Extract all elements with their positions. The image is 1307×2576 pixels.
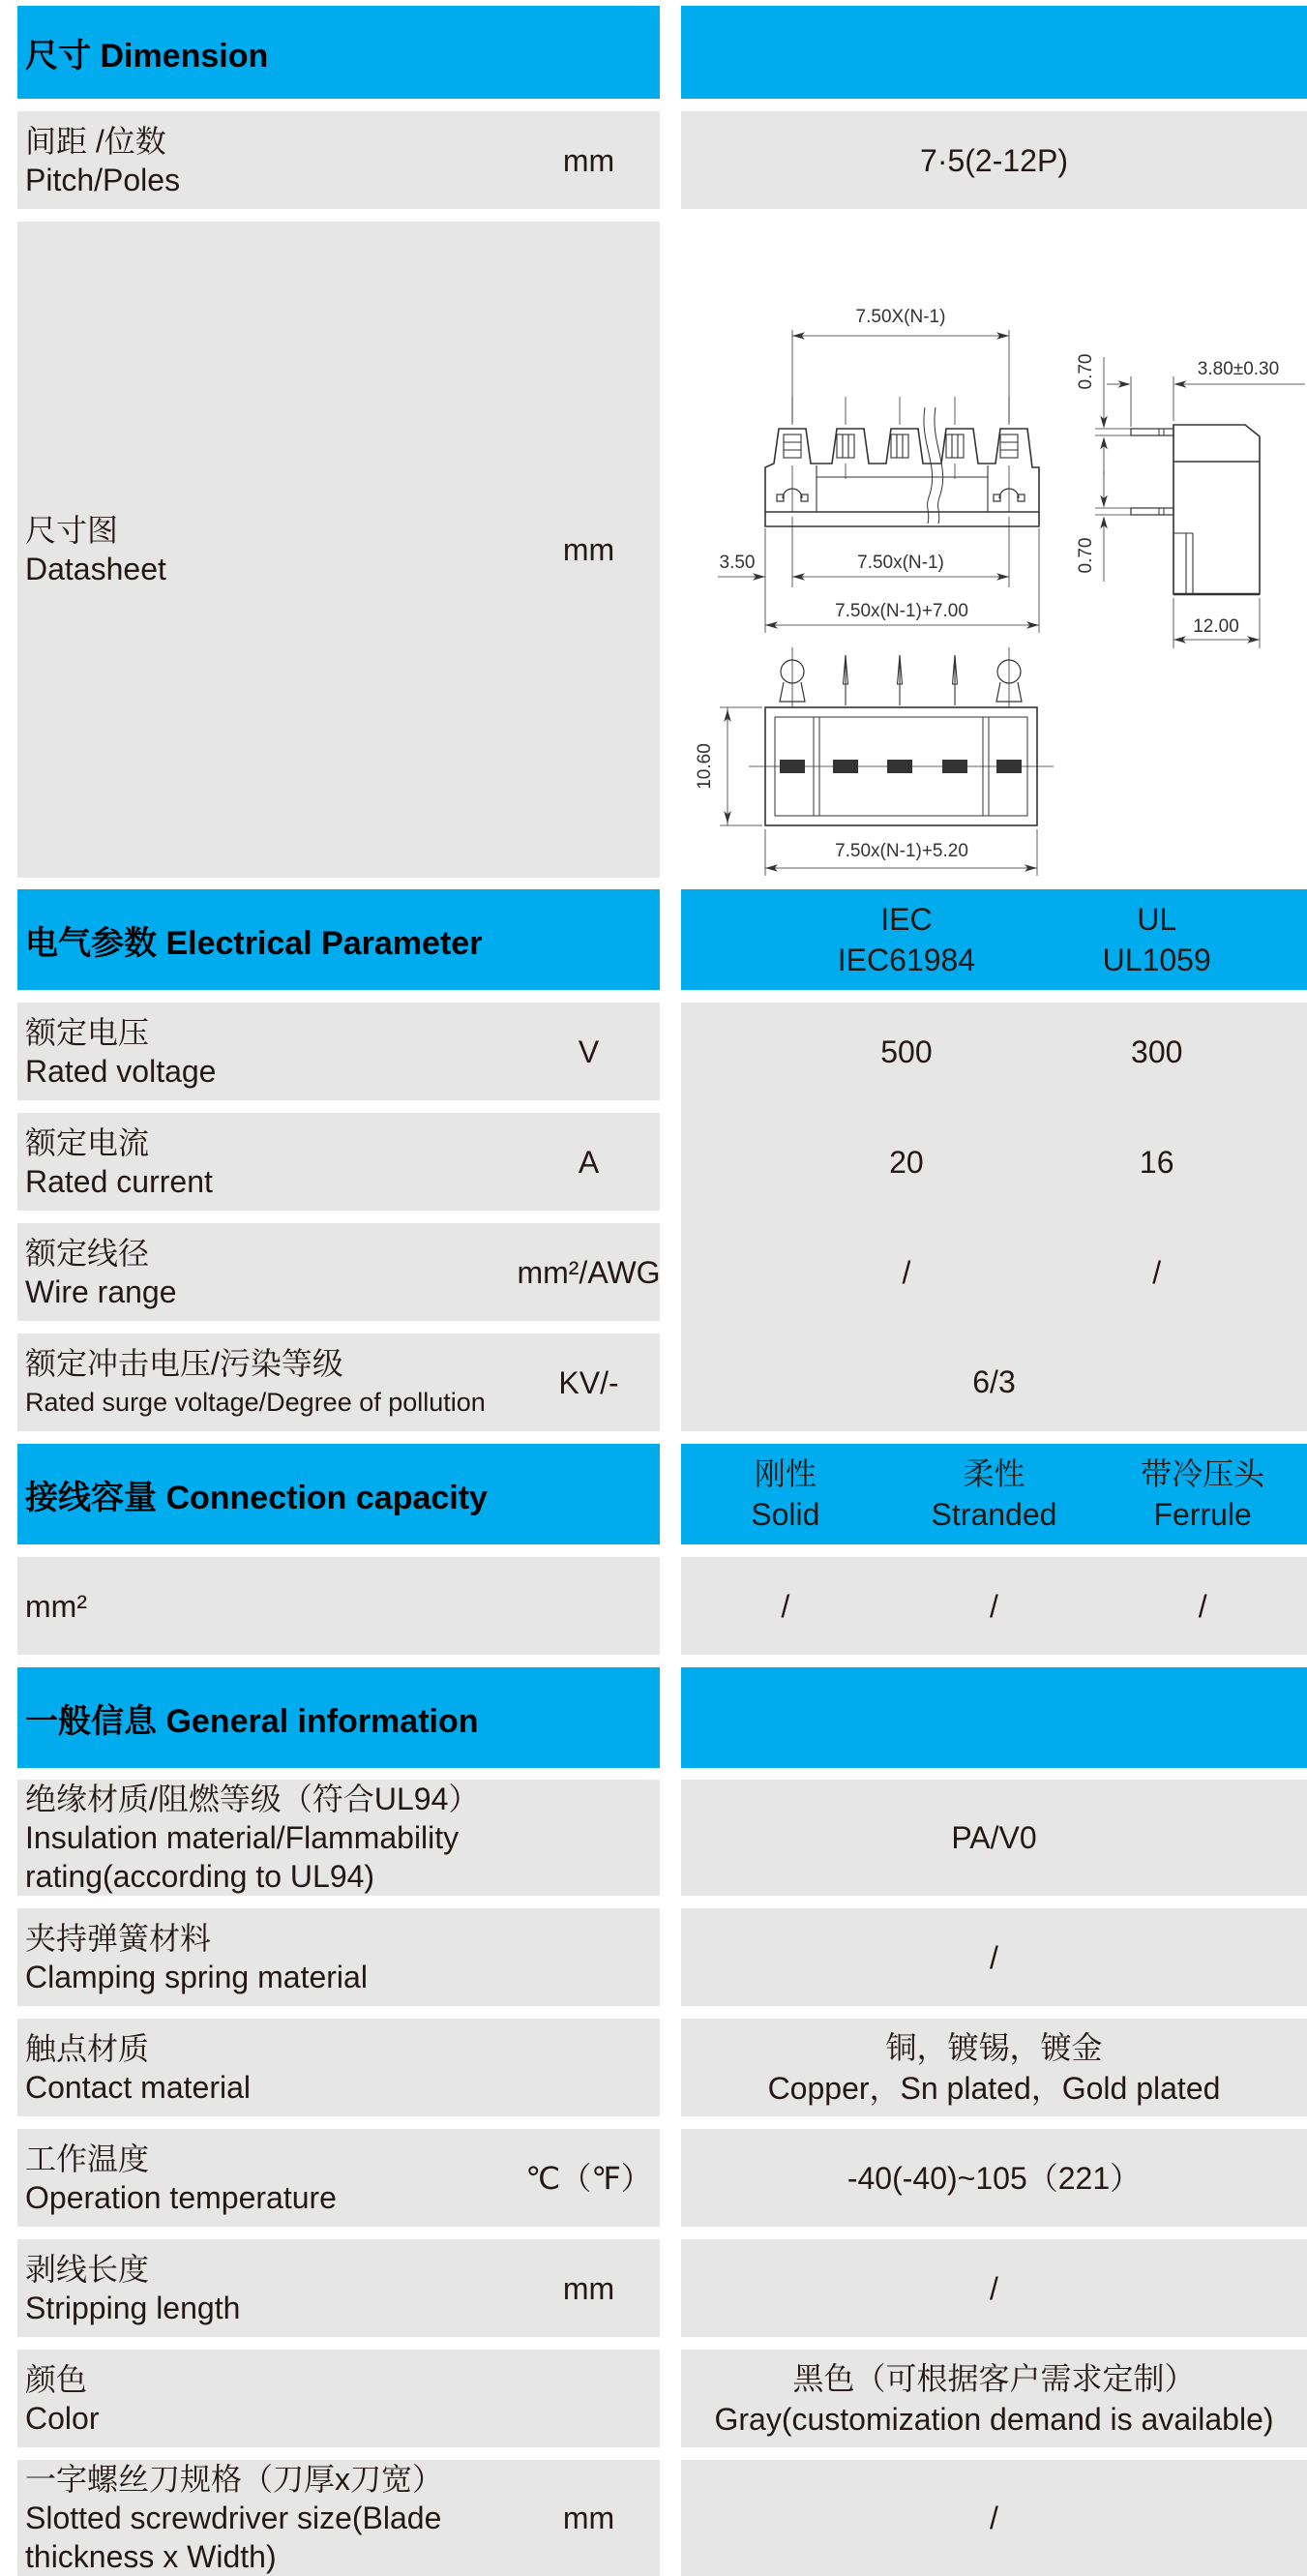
rated-current-iec: 20 (889, 1144, 924, 1180)
rated-voltage-ul: 300 (1131, 1033, 1183, 1069)
side-view (1095, 357, 1305, 648)
section-header-electrical (17, 889, 1307, 990)
stripping-label (17, 2250, 518, 2327)
insulation-value: PA/V0 (951, 1820, 1037, 1855)
column-stranded-zh: 柔性 (963, 1456, 1025, 1491)
datasheet-unit: mm (562, 532, 615, 567)
wire-range-values (681, 1223, 1307, 1321)
row-clamping (17, 1908, 1307, 2006)
clamping-value: / (990, 1939, 998, 1975)
wire-range-label-en: Wire range (25, 1273, 177, 1309)
wire-range-iec: / (902, 1254, 911, 1290)
electrical-header-title: 电气参数 Electrical Parameter (25, 924, 483, 962)
pitch-label-en: Pitch/Poles (25, 162, 181, 197)
dim-label-front-total: 7.50x(N-1)+7.00 (835, 601, 968, 621)
general-header-cell (17, 1667, 660, 1768)
stripping-value-cell (681, 2239, 1307, 2337)
surge-label (17, 1344, 518, 1422)
contact-value (681, 2019, 1307, 2116)
general-header-right-cell (681, 1667, 1307, 1768)
wire-range-label-zh: 额定线径 (25, 1235, 150, 1271)
temperature-value-cell (681, 2129, 1307, 2227)
capacity-header-columns (681, 1444, 1307, 1544)
screwdriver-value-cell (681, 2460, 1307, 2576)
temperature-label (17, 2140, 518, 2217)
rated-voltage-unit: V (578, 1033, 600, 1069)
datasheet-drawing-cell (681, 222, 1307, 878)
section-header-capacity (17, 1444, 1307, 1544)
insulation-label-zh: 绝缘材质/阻燃等级（符合UL94） (25, 1782, 480, 1816)
dim-label-side-pin-bottom: 0.70 (1076, 537, 1096, 574)
rated-current-label (17, 1123, 518, 1201)
dim-label-front-top: 7.50X(N-1) (855, 307, 946, 327)
clamping-value-cell (681, 1908, 1307, 2006)
capacity-ferrule-value: / (1198, 1588, 1207, 1624)
row-stripping (17, 2239, 1307, 2337)
screwdriver-label-en: Slotted screwdriver size(Blade thickness x Width) (25, 2501, 442, 2574)
dim-label-side-tail: 3.80±0.30 (1197, 359, 1280, 379)
column-iec-title: IEC (880, 902, 933, 937)
column-iec-standard: IEC61984 (837, 943, 976, 977)
column-ferrule-en: Ferrule (1153, 1497, 1252, 1532)
insulation-label-en: Insulation material/Flammability rating(according to UL94) (25, 1820, 460, 1894)
dim-label-front-pitch: 7.50x(N-1) (857, 553, 944, 573)
clamping-label-en: Clamping spring material (25, 1959, 368, 1994)
clamping-label-zh: 夹持弹簧材料 (25, 1920, 212, 1956)
electrical-values-block (681, 1003, 1307, 1431)
rated-current-ul: 16 (1139, 1144, 1174, 1180)
row-temperature (17, 2129, 1307, 2227)
row-contact (17, 2019, 1307, 2116)
temperature-label-zh: 工作温度 (25, 2141, 150, 2176)
row-wire-range-label (17, 1223, 660, 1321)
electrical-header-columns (681, 889, 1307, 990)
stripping-label-en: Stripping length (25, 2290, 241, 2325)
column-solid-en: Solid (751, 1497, 820, 1532)
capacity-unit-label: mm² (25, 1588, 87, 1624)
temperature-label-cell (17, 2129, 660, 2227)
color-value (681, 2350, 1307, 2447)
pitch-value: 7·5(2-12P) (920, 142, 1068, 178)
pitch-label (17, 122, 518, 199)
dim-label-top-total: 7.50x(N-1)+5.20 (835, 841, 968, 861)
screwdriver-label-zh: 一字螺丝刀规格（刀厚x刀宽） (25, 2462, 444, 2497)
dimension-header-cell (17, 6, 660, 99)
surge-label-zh: 额定冲击电压/污染等级 (25, 1345, 343, 1381)
column-ul-standard: UL1059 (1102, 943, 1211, 977)
row-color (17, 2350, 1307, 2447)
row-pitch-poles (17, 111, 1307, 209)
front-view (718, 330, 1039, 633)
contact-value-en: Copper，Sn plated，Gold plated (767, 2070, 1221, 2106)
contact-label-cell (17, 2019, 660, 2116)
technical-drawing (681, 222, 1307, 878)
temperature-value: -40(-40)~105（221） (847, 2160, 1142, 2196)
capacity-label-cell (17, 1557, 660, 1655)
contact-value-cell (681, 2019, 1307, 2116)
rated-current-label-en: Rated current (25, 1163, 213, 1199)
column-ferrule-zh: 带冷压头 (1141, 1456, 1265, 1491)
rated-current-unit: A (578, 1144, 600, 1180)
row-screwdriver (17, 2460, 1307, 2576)
color-value-en: Gray(customization demand is available) (714, 2401, 1274, 2437)
screwdriver-label (17, 2460, 518, 2576)
insulation-label (17, 1780, 660, 1896)
rated-voltage-label-en: Rated voltage (25, 1053, 217, 1089)
clamping-label-cell (17, 1908, 660, 2006)
pitch-value-cell (681, 111, 1307, 209)
datasheet-label-cell (17, 222, 660, 878)
contact-label-zh: 触点材质 (25, 2030, 150, 2066)
temperature-label-en: Operation temperature (25, 2179, 337, 2215)
electrical-rows (17, 1003, 1307, 1431)
stripping-label-zh: 剥线长度 (25, 2251, 150, 2287)
insulation-value-cell (681, 1780, 1307, 1896)
surge-value: 6/3 (972, 1364, 1016, 1399)
row-surge-label (17, 1333, 660, 1431)
dim-label-top-height: 10.60 (695, 743, 715, 790)
stripping-label-cell (17, 2239, 660, 2337)
capacity-header-title: 接线容量 Connection capacity (25, 1479, 488, 1516)
stripping-value: / (990, 2270, 998, 2306)
general-header-title: 一般信息 General information (25, 1702, 479, 1740)
rated-voltage-values (681, 1003, 1307, 1100)
insulation-label-cell (17, 1780, 660, 1896)
column-stranded (890, 1453, 1099, 1535)
dim-label-side-width: 12.00 (1193, 616, 1239, 637)
pitch-label-zh: 间距 /位数 (25, 123, 166, 159)
rated-voltage-label-zh: 额定电压 (25, 1014, 150, 1050)
section-header-general (17, 1667, 1307, 1768)
capacity-solid-value: / (781, 1588, 790, 1624)
wire-range-unit: mm²/AWG (517, 1254, 661, 1290)
rated-current-label-zh: 额定电流 (25, 1124, 150, 1160)
electrical-header-cell (17, 889, 660, 990)
capacity-values-cell (681, 1557, 1307, 1655)
section-header-dimension (17, 6, 1307, 99)
dim-label-front-left: 3.50 (719, 553, 756, 573)
capacity-stranded-value: / (990, 1588, 998, 1624)
contact-label-en: Contact material (25, 2069, 251, 2105)
screwdriver-unit: mm (562, 2501, 615, 2535)
rated-current-values (681, 1113, 1307, 1211)
temperature-unit: ℃（℉） (525, 2160, 652, 2196)
color-value-cell (681, 2350, 1307, 2447)
rated-voltage-iec: 500 (880, 1033, 933, 1069)
drawing-dimension-labels (695, 307, 1279, 861)
dimension-header-title: 尺寸 Dimension (25, 37, 269, 75)
rated-voltage-label (17, 1013, 518, 1091)
column-ul (1006, 899, 1307, 980)
pitch-unit: mm (562, 142, 615, 178)
screwdriver-label-cell (17, 2460, 660, 2576)
dim-label-side-pin-top: 0.70 (1076, 353, 1096, 390)
datasheet-label-en: Datasheet (25, 552, 166, 586)
surge-label-en: Rated surge voltage/Degree of pollution (25, 1387, 486, 1417)
color-label (17, 2360, 660, 2438)
row-rated-current-label (17, 1113, 660, 1211)
row-insulation (17, 1780, 1307, 1896)
stripping-unit: mm (562, 2270, 615, 2306)
clamping-label (17, 1919, 660, 1996)
column-solid-zh: 刚性 (754, 1456, 817, 1491)
column-ferrule (1098, 1453, 1307, 1535)
wire-range-ul: / (1152, 1254, 1162, 1290)
capacity-header-cell (17, 1444, 660, 1544)
surge-unit: KV/- (558, 1364, 619, 1400)
column-ul-title: UL (1137, 902, 1177, 937)
screwdriver-value: / (990, 2501, 998, 2535)
datasheet-label-zh: 尺寸图 (25, 513, 119, 548)
column-solid (681, 1453, 890, 1535)
contact-label (17, 2029, 660, 2107)
row-capacity-mm2 (17, 1557, 1307, 1655)
dimension-header-right-cell (681, 6, 1307, 99)
contact-value-zh: 铜，镀锡，镀金 (885, 2029, 1103, 2065)
color-value-zh: 黑色（可根据客户需求定制） (792, 2360, 1196, 2396)
row-datasheet (17, 222, 1307, 878)
color-label-zh: 颜色 (25, 2361, 88, 2397)
pitch-label-cell (17, 111, 660, 209)
column-stranded-en: Stranded (931, 1497, 1057, 1532)
color-label-cell (17, 2350, 660, 2447)
row-rated-voltage-label (17, 1003, 660, 1100)
datasheet-label (17, 511, 518, 588)
electrical-left-column (17, 1003, 660, 1431)
wire-range-label (17, 1234, 518, 1311)
color-label-en: Color (25, 2400, 100, 2436)
